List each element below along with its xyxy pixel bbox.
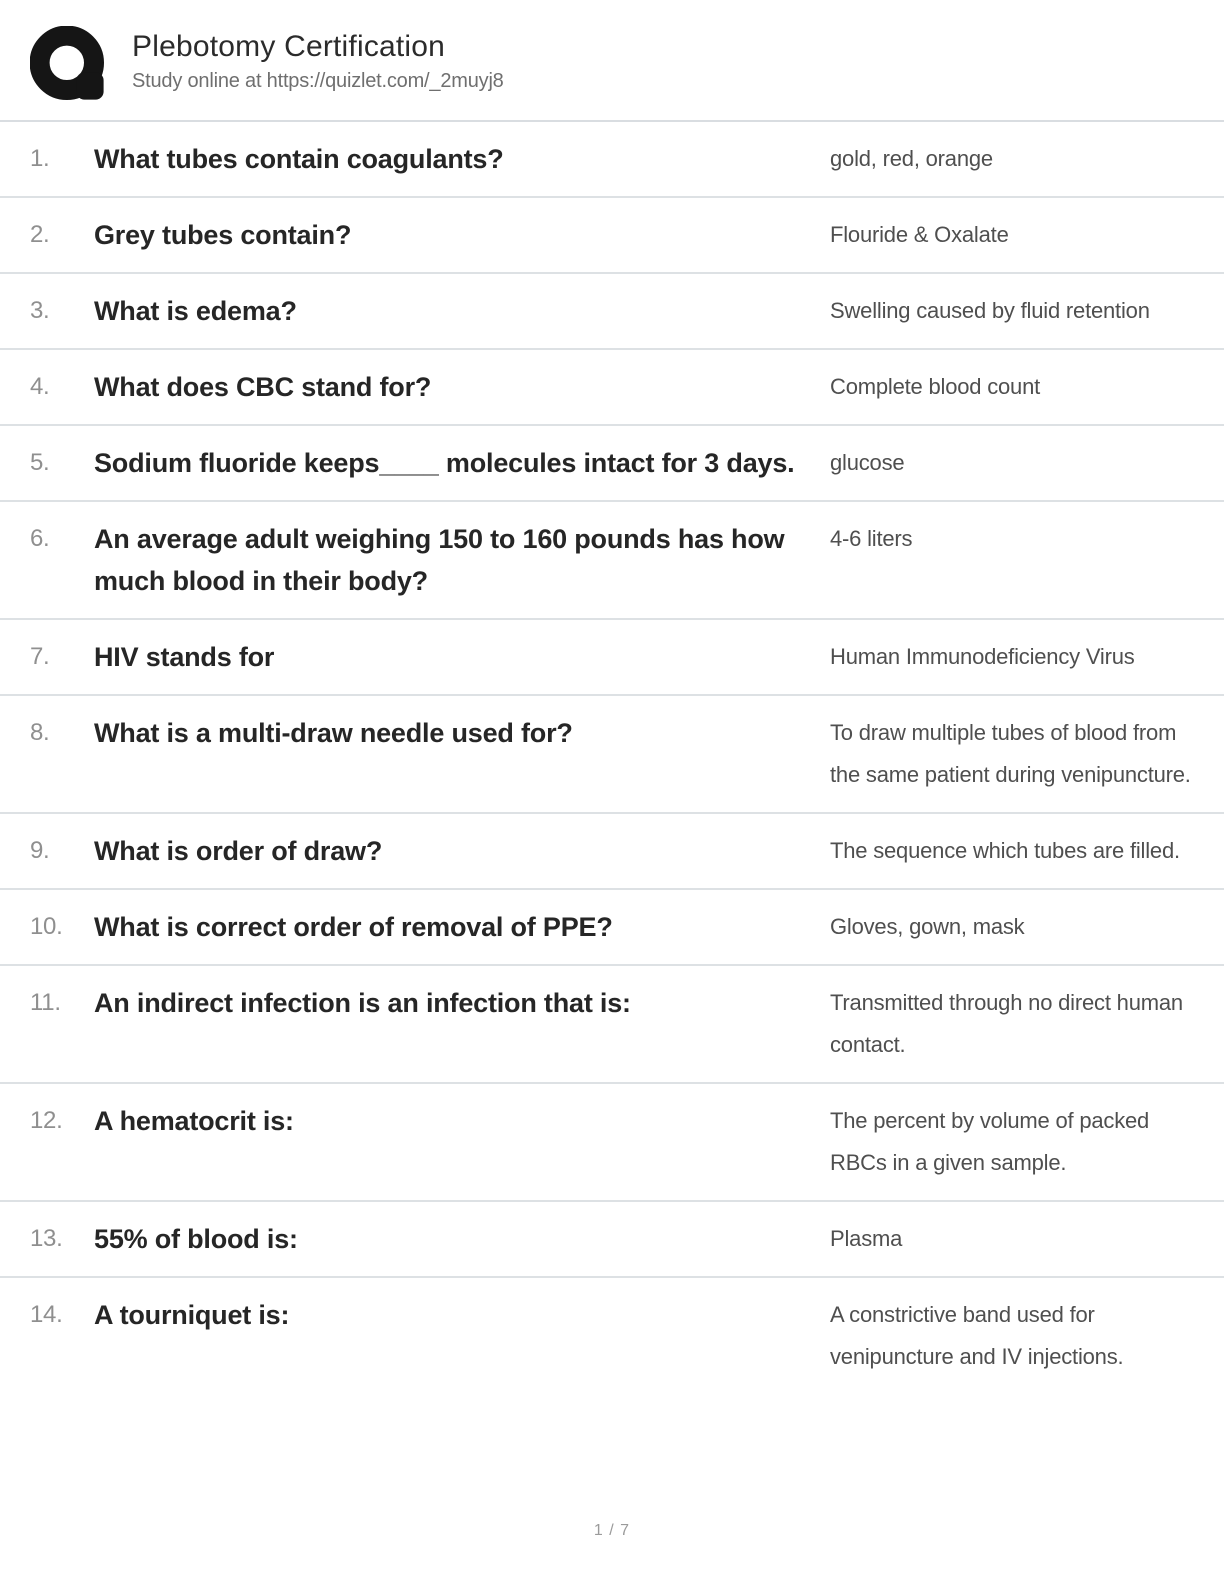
- page-title: Plebotomy Certification: [132, 30, 446, 63]
- qa-row: [0, 696, 1224, 814]
- qa-question: What tubes contain coagulants?: [94, 144, 504, 174]
- qa-number: 5.: [30, 449, 50, 476]
- qa-row: [0, 426, 1224, 502]
- qa-question: What is a multi-draw needle used for?: [94, 718, 573, 748]
- qa-question: An indirect infection is an infection that is:: [94, 988, 631, 1018]
- qa-answer: The percent by volume of packed RBCs in a given sample.: [830, 1108, 1150, 1175]
- qa-number: 4.: [30, 373, 50, 400]
- qa-row: [0, 1202, 1224, 1278]
- qa-question: HIV stands for: [94, 642, 275, 672]
- qa-answer: A constrictive band used for venipuncture and IV injections.: [830, 1302, 1124, 1369]
- qa-row: [0, 1084, 1224, 1202]
- qa-row: [0, 814, 1224, 890]
- qa-answer: Flouride & Oxalate: [830, 222, 1009, 247]
- qa-answer: To draw multiple tubes of blood from the same patient during venipuncture.: [830, 720, 1191, 787]
- qa-answer: Complete blood count: [830, 374, 1041, 399]
- qa-row: [0, 890, 1224, 966]
- qa-number: 1.: [30, 145, 50, 172]
- qa-question: Sodium fluoride keeps____ molecules intact for 3 days.: [94, 448, 795, 478]
- header-text: [132, 26, 504, 94]
- qa-question: What is correct order of removal of PPE?: [94, 912, 613, 942]
- qa-answer: The sequence which tubes are filled.: [830, 838, 1180, 863]
- qa-question: What does CBC stand for?: [94, 372, 432, 402]
- qa-number: 2.: [30, 221, 50, 248]
- header: [0, 0, 1224, 122]
- qa-question: Grey tubes contain?: [94, 220, 352, 250]
- qa-row: [0, 350, 1224, 426]
- qa-question: What is order of draw?: [94, 836, 383, 866]
- qa-number: 12.: [30, 1107, 63, 1134]
- qa-row: [0, 1278, 1224, 1394]
- study-online-url: Study online at https://quizlet.com/_2muyj8: [132, 70, 504, 92]
- qa-answer: 4-6 liters: [830, 526, 913, 551]
- qa-row: [0, 620, 1224, 696]
- qa-number: 10.: [30, 913, 63, 940]
- qa-answer: Gloves, gown, mask: [830, 914, 1025, 939]
- qa-answer: Transmitted through no direct human contact.: [830, 990, 1183, 1057]
- qa-answer: Human Immunodeficiency Virus: [830, 644, 1135, 669]
- qa-answer: Plasma: [830, 1226, 903, 1251]
- qa-number: 13.: [30, 1225, 63, 1252]
- qa-row: [0, 122, 1224, 198]
- qa-question: An average adult weighing 150 to 160 pounds has how much blood in their body?: [94, 524, 785, 596]
- qa-number: 14.: [30, 1301, 63, 1328]
- qa-question: 55% of blood is:: [94, 1224, 298, 1254]
- qa-number: 11.: [30, 989, 61, 1016]
- qa-row: [0, 966, 1224, 1084]
- qa-answer: Swelling caused by fluid retention: [830, 298, 1150, 323]
- qa-number: 7.: [30, 643, 50, 670]
- qa-row: [0, 274, 1224, 350]
- quizlet-q-logo-icon: [30, 26, 110, 106]
- qa-list: [0, 122, 1224, 1394]
- qa-question: A tourniquet is:: [94, 1300, 290, 1330]
- qa-number: 8.: [30, 719, 50, 746]
- qa-number: 6.: [30, 525, 50, 552]
- qa-question: What is edema?: [94, 296, 297, 326]
- qa-answer: gold, red, orange: [830, 146, 993, 171]
- qa-question: A hematocrit is:: [94, 1106, 294, 1136]
- qa-row: [0, 198, 1224, 274]
- qa-answer: glucose: [830, 450, 905, 475]
- page-number: 1 / 7: [593, 1522, 631, 1539]
- qa-number: 9.: [30, 837, 50, 864]
- qa-row: [0, 502, 1224, 620]
- qa-number: 3.: [30, 297, 50, 324]
